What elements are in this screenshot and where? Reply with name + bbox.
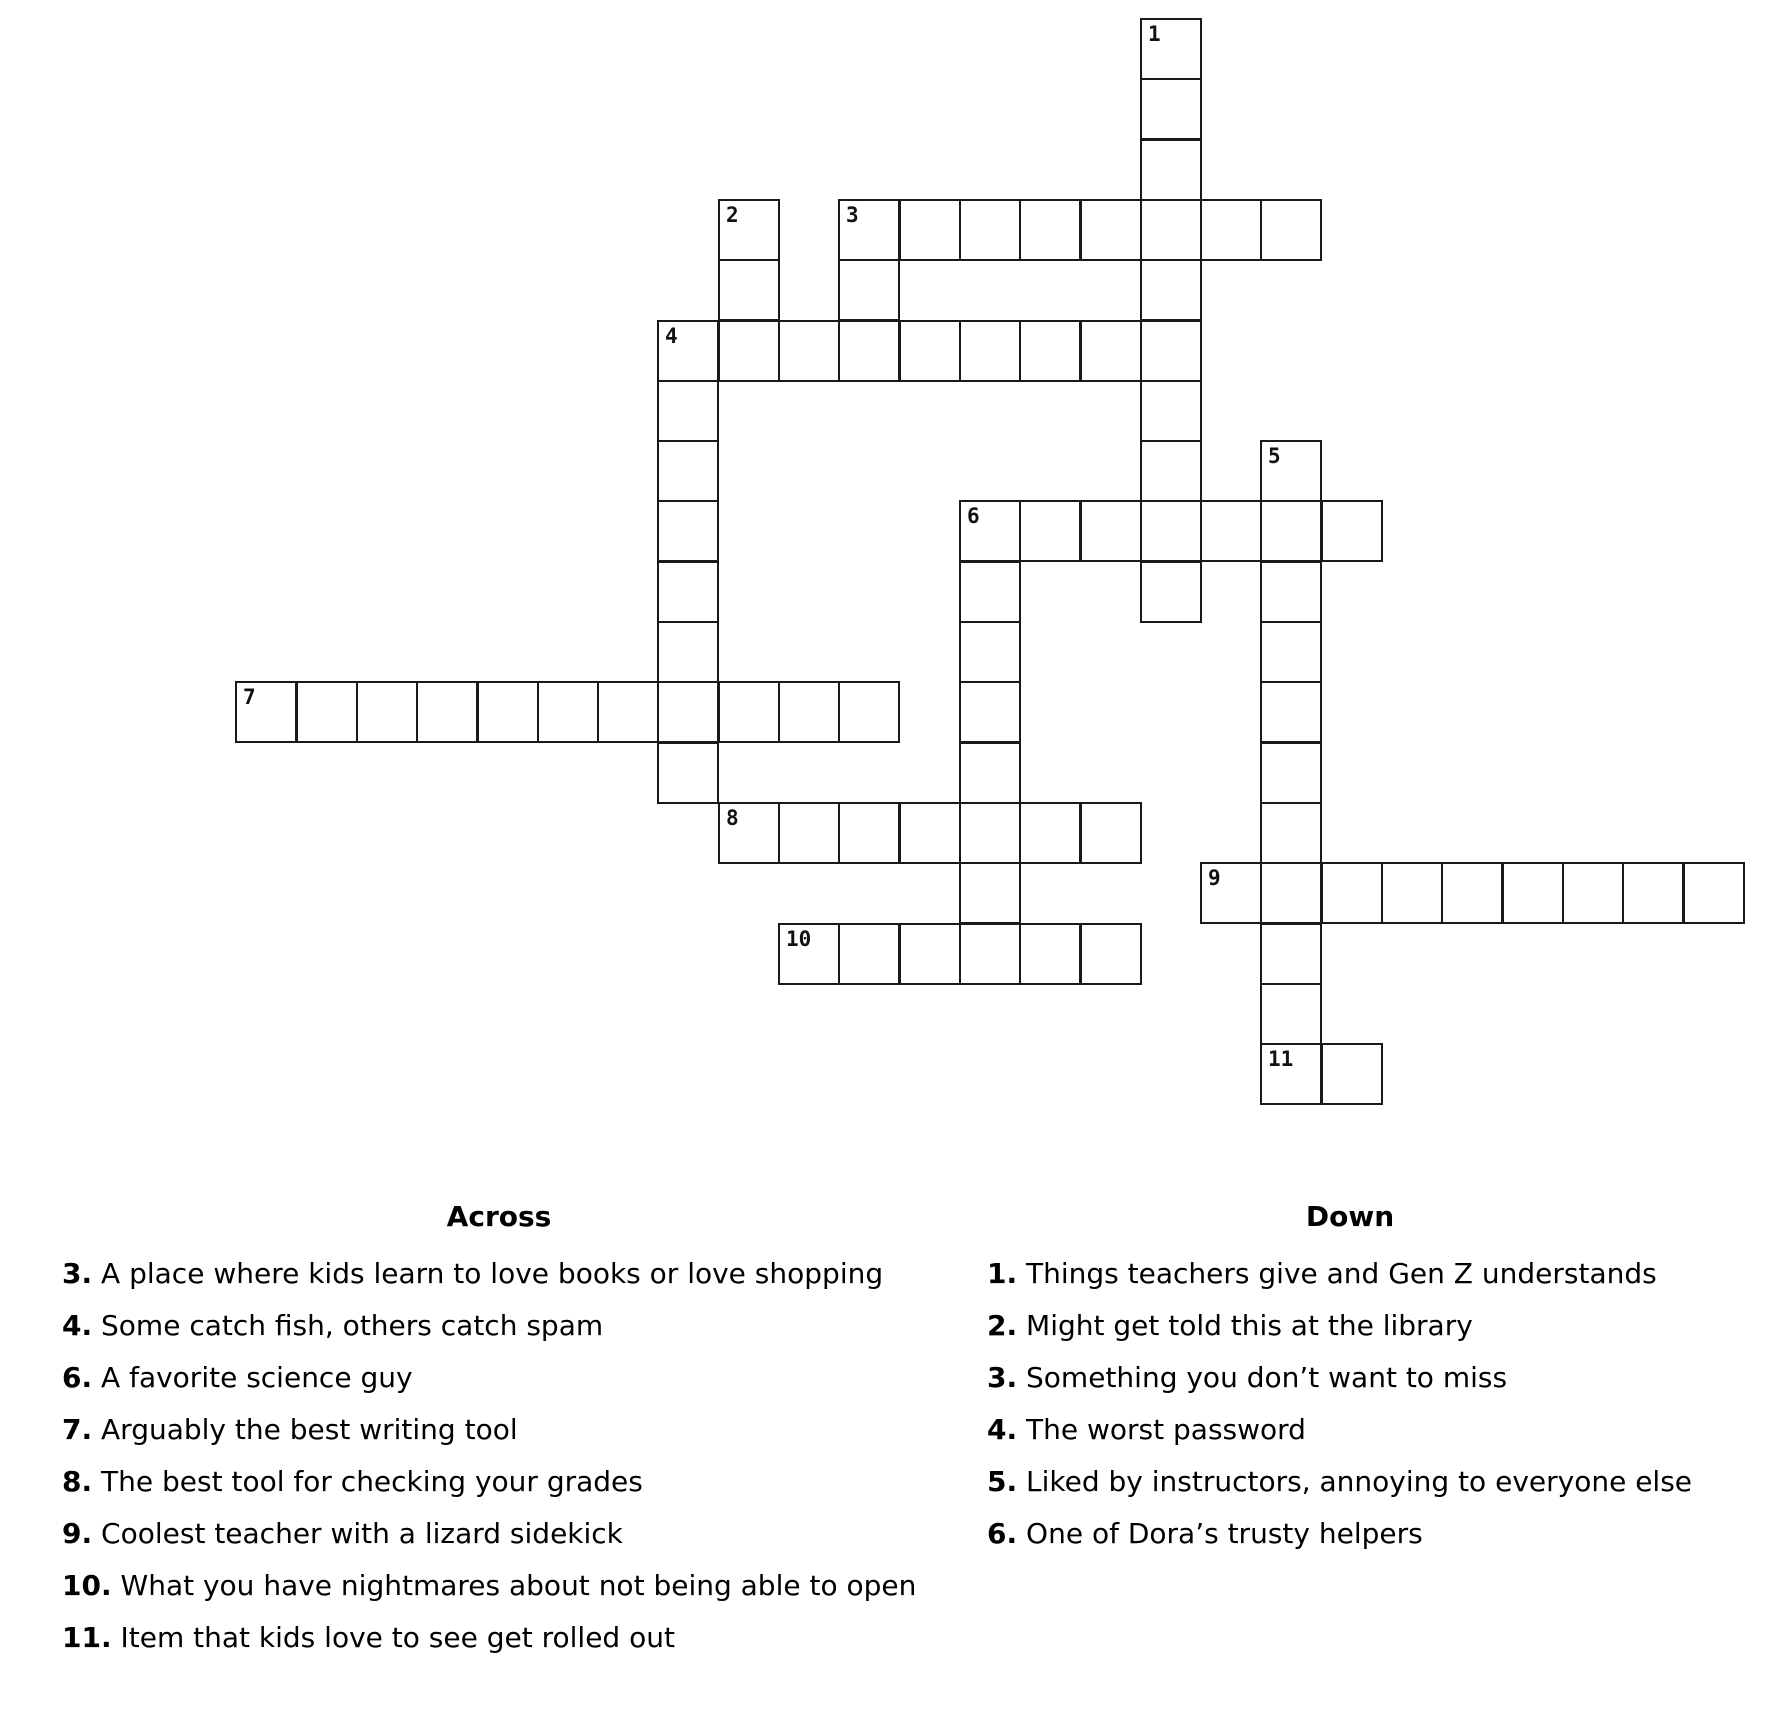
clue-across-7[interactable] xyxy=(62,1404,916,1456)
grid-cell[interactable] xyxy=(1140,18,1202,80)
grid-cell[interactable] xyxy=(1260,923,1322,985)
grid-cell[interactable] xyxy=(718,681,780,743)
grid-cell[interactable] xyxy=(1260,621,1322,683)
grid-cell[interactable] xyxy=(1080,923,1142,985)
grid-cell[interactable] xyxy=(1260,983,1322,1045)
grid-cell[interactable] xyxy=(1260,862,1322,924)
clue-down-6[interactable] xyxy=(987,1508,1692,1560)
grid-cell[interactable] xyxy=(1200,199,1262,261)
grid-cell[interactable] xyxy=(1140,500,1202,562)
cell-number: 9 xyxy=(1208,866,1221,890)
across-heading: Across xyxy=(446,1200,552,1233)
clue-text: Liked by instructors, annoying to everyone else xyxy=(1026,1465,1693,1498)
grid-cell[interactable] xyxy=(1140,78,1202,140)
clue-text: Item that kids love to see get rolled out xyxy=(120,1621,675,1654)
grid-cell[interactable] xyxy=(537,681,599,743)
clue-number: 4. xyxy=(62,1309,93,1342)
grid-cell[interactable] xyxy=(1260,742,1322,804)
grid-cell[interactable] xyxy=(657,621,719,683)
clue-down-1[interactable] xyxy=(987,1248,1692,1300)
clue-text: Coolest teacher with a lizard sidekick xyxy=(101,1517,623,1550)
grid-cell[interactable] xyxy=(718,802,780,864)
grid-cell[interactable] xyxy=(657,561,719,623)
grid-cell[interactable] xyxy=(657,500,719,562)
cell-number: 3 xyxy=(846,203,859,227)
grid-cell[interactable] xyxy=(778,320,840,382)
grid-cell[interactable] xyxy=(838,923,900,985)
cell-number: 1 xyxy=(1148,22,1161,46)
clue-across-11[interactable] xyxy=(62,1612,916,1664)
grid-cell[interactable] xyxy=(1502,862,1564,924)
clue-number: 6. xyxy=(987,1517,1018,1550)
clue-number: 9. xyxy=(62,1517,93,1550)
grid-cell[interactable] xyxy=(1019,802,1081,864)
cell-number: 7 xyxy=(243,685,256,709)
clue-text: Some catch fish, others catch spam xyxy=(101,1309,604,1342)
clue-text: The best tool for checking your grades xyxy=(101,1465,643,1498)
grid-cell[interactable] xyxy=(1321,862,1383,924)
clue-down-2[interactable] xyxy=(987,1300,1692,1352)
grid-cell[interactable] xyxy=(1321,1043,1383,1105)
clue-across-9[interactable] xyxy=(62,1508,916,1560)
grid-cell[interactable] xyxy=(838,320,900,382)
cell-number: 8 xyxy=(726,806,739,830)
grid-cell[interactable] xyxy=(959,621,1021,683)
clues-section xyxy=(0,1200,1792,1670)
grid-cell[interactable] xyxy=(1260,440,1322,502)
grid-cell[interactable] xyxy=(1140,320,1202,382)
clue-across-6[interactable] xyxy=(62,1352,916,1404)
grid-cell[interactable] xyxy=(959,862,1021,924)
cell-number: 2 xyxy=(726,203,739,227)
grid-cell[interactable] xyxy=(1683,862,1745,924)
clue-number: 7. xyxy=(62,1413,93,1446)
grid-cell[interactable] xyxy=(1019,320,1081,382)
grid-cell[interactable] xyxy=(1200,862,1262,924)
grid-cell[interactable] xyxy=(1140,561,1202,623)
grid-cell[interactable] xyxy=(778,681,840,743)
across-clue-list xyxy=(62,1248,916,1664)
cell-number: 11 xyxy=(1268,1047,1294,1071)
clue-number: 2. xyxy=(987,1309,1018,1342)
grid-cell[interactable] xyxy=(657,320,719,382)
grid-cell[interactable] xyxy=(1260,802,1322,864)
clue-down-5[interactable] xyxy=(987,1456,1692,1508)
grid-cell[interactable] xyxy=(959,199,1021,261)
grid-cell[interactable] xyxy=(1080,199,1142,261)
grid-cell[interactable] xyxy=(1080,320,1142,382)
grid-cell[interactable] xyxy=(1019,500,1081,562)
grid-cell[interactable] xyxy=(959,802,1021,864)
grid-cell[interactable] xyxy=(657,380,719,442)
grid-cell[interactable] xyxy=(235,681,297,743)
grid-cell[interactable] xyxy=(416,681,478,743)
down-heading: Down xyxy=(1305,1200,1395,1233)
clue-across-3[interactable] xyxy=(62,1248,916,1300)
clue-text: Might get told this at the library xyxy=(1026,1309,1473,1342)
down-clue-list xyxy=(987,1248,1692,1560)
grid-cell[interactable] xyxy=(1260,681,1322,743)
grid-cell[interactable] xyxy=(899,923,961,985)
clue-text: The worst password xyxy=(1026,1413,1306,1446)
grid-cell[interactable] xyxy=(1200,500,1262,562)
clue-across-8[interactable] xyxy=(62,1456,916,1508)
grid-cell[interactable] xyxy=(959,923,1021,985)
clue-number: 3. xyxy=(62,1257,93,1290)
grid-cell[interactable] xyxy=(657,742,719,804)
cell-number: 5 xyxy=(1268,444,1281,468)
grid-cell[interactable] xyxy=(1080,802,1142,864)
grid-cell[interactable] xyxy=(597,681,659,743)
clue-number: 8. xyxy=(62,1465,93,1498)
grid-cell[interactable] xyxy=(1080,500,1142,562)
grid-cell[interactable] xyxy=(1260,561,1322,623)
grid-cell[interactable] xyxy=(1260,1043,1322,1105)
grid-cell[interactable] xyxy=(1260,199,1322,261)
grid-cell[interactable] xyxy=(899,199,961,261)
grid-cell[interactable] xyxy=(477,681,539,743)
grid-cell[interactable] xyxy=(356,681,418,743)
grid-cell[interactable] xyxy=(838,259,900,321)
grid-cell[interactable] xyxy=(657,681,719,743)
clue-across-4[interactable] xyxy=(62,1300,916,1352)
grid-cell[interactable] xyxy=(718,199,780,261)
grid-cell[interactable] xyxy=(778,923,840,985)
clue-number: 5. xyxy=(987,1465,1018,1498)
grid-cell[interactable] xyxy=(1019,923,1081,985)
cell-number: 4 xyxy=(665,324,678,348)
cell-number: 6 xyxy=(967,504,980,528)
clue-number: 11. xyxy=(62,1621,112,1654)
grid-cell[interactable] xyxy=(838,199,900,261)
grid-cell[interactable] xyxy=(1140,139,1202,201)
grid-cell[interactable] xyxy=(1140,440,1202,502)
grid-cell[interactable] xyxy=(778,802,840,864)
grid-cell[interactable] xyxy=(959,500,1021,562)
grid-cell[interactable] xyxy=(718,320,780,382)
grid-cell[interactable] xyxy=(1260,500,1322,562)
clue-number: 1. xyxy=(987,1257,1018,1290)
cell-number: 10 xyxy=(786,927,812,951)
grid-cell[interactable] xyxy=(1381,862,1443,924)
grid-cell[interactable] xyxy=(1019,199,1081,261)
grid-cell[interactable] xyxy=(657,440,719,502)
clue-across-10[interactable] xyxy=(62,1560,916,1612)
grid-cell[interactable] xyxy=(1562,862,1624,924)
clue-down-4[interactable] xyxy=(987,1404,1692,1456)
grid-cell[interactable] xyxy=(838,802,900,864)
grid-cell[interactable] xyxy=(899,802,961,864)
grid-cell[interactable] xyxy=(959,681,1021,743)
grid-cell[interactable] xyxy=(838,681,900,743)
clue-text: What you have nightmares about not being able to open xyxy=(120,1569,917,1602)
clue-text: Arguably the best writing tool xyxy=(101,1413,518,1446)
clue-text: A favorite science guy xyxy=(101,1361,413,1394)
clue-text: Things teachers give and Gen Z understands xyxy=(1026,1257,1657,1290)
clue-number: 10. xyxy=(62,1569,112,1602)
clue-number: 3. xyxy=(987,1361,1018,1394)
grid-cell[interactable] xyxy=(899,320,961,382)
grid-cell[interactable] xyxy=(1321,500,1383,562)
clue-text: A place where kids learn to love books or love shopping xyxy=(101,1257,884,1290)
grid-cell[interactable] xyxy=(959,561,1021,623)
grid-cell[interactable] xyxy=(959,320,1021,382)
grid-cell[interactable] xyxy=(1140,380,1202,442)
grid-cell[interactable] xyxy=(1140,199,1202,261)
clue-text: Something you don’t want to miss xyxy=(1026,1361,1508,1394)
grid-cell[interactable] xyxy=(718,259,780,321)
clue-down-3[interactable] xyxy=(987,1352,1692,1404)
clue-number: 4. xyxy=(987,1413,1018,1446)
clue-text: One of Dora’s trusty helpers xyxy=(1026,1517,1423,1550)
grid-cell[interactable] xyxy=(296,681,358,743)
grid-cell[interactable] xyxy=(959,742,1021,804)
grid-cell[interactable] xyxy=(1140,259,1202,321)
grid-cell[interactable] xyxy=(1622,862,1684,924)
grid-cell[interactable] xyxy=(1441,862,1503,924)
clue-number: 6. xyxy=(62,1361,93,1394)
